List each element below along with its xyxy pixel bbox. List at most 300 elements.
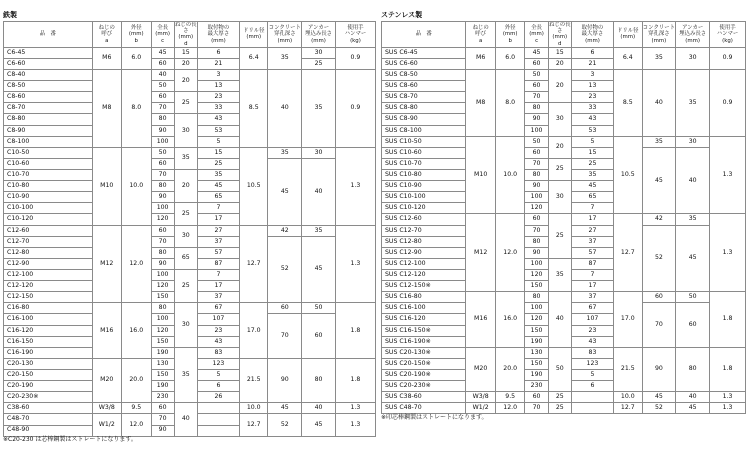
header-3: 外径 (mm) b xyxy=(495,22,525,48)
spec-cell: 35 xyxy=(268,47,302,69)
spec-cell: 80 xyxy=(525,103,548,114)
part-number-cell: C20-130 xyxy=(4,358,93,369)
spec-cell: 100 xyxy=(151,314,174,325)
spec-cell: M10 xyxy=(466,136,496,214)
spec-cell: 15 xyxy=(548,47,571,58)
spec-cell: 17.0 xyxy=(240,303,268,359)
spec-cell: 6.0 xyxy=(122,47,152,69)
spec-cell: 80 xyxy=(151,114,174,125)
spec-cell: 43 xyxy=(197,336,239,347)
spec-cell: 90 xyxy=(151,125,174,136)
spec-cell: 15 xyxy=(571,147,613,158)
header-6: 取付物の 最大厚さ (mm) xyxy=(197,22,239,48)
spec-cell: 123 xyxy=(197,358,239,369)
part-number-cell: C12-150 xyxy=(4,292,93,303)
spec-cell: 27 xyxy=(571,225,613,236)
spec-cell: 65 xyxy=(174,247,197,269)
spec-cell: 5 xyxy=(197,369,239,380)
spec-cell: 60 xyxy=(676,303,710,347)
spec-cell: 6 xyxy=(197,47,239,58)
spec-cell: 30 xyxy=(548,181,571,214)
spec-cell: 17 xyxy=(571,281,613,292)
spec-cell: 1.3 xyxy=(710,403,746,414)
spec-cell: 190 xyxy=(151,347,174,358)
spec-cell: 100 xyxy=(151,203,174,214)
spec-cell: 35 xyxy=(642,136,676,147)
spec-cell: 17 xyxy=(571,214,613,225)
spec-cell: 52 xyxy=(642,225,676,292)
part-number-cell: SUS C16-100 xyxy=(382,303,466,314)
spec-cell: 45 xyxy=(525,47,548,58)
spec-cell: 53 xyxy=(571,125,613,136)
spec-cell: 45 xyxy=(151,47,174,58)
header-8: コンクリート 穿孔深さ (mm) xyxy=(642,22,676,48)
spec-cell: 52 xyxy=(268,414,302,436)
spec-cell: 20 xyxy=(174,70,197,92)
part-number-cell: C12-100 xyxy=(4,270,93,281)
spec-cell: 120 xyxy=(525,270,548,281)
spec-cell: 30 xyxy=(676,47,710,69)
spec-cell: 30 xyxy=(302,47,336,58)
part-number-cell: C8-50 xyxy=(4,81,93,92)
spec-cell: 190 xyxy=(525,336,548,347)
spec-cell: 25 xyxy=(197,158,239,169)
spec-cell: 10.0 xyxy=(240,403,268,414)
spec-cell: 50 xyxy=(151,81,174,92)
spec-cell: 5 xyxy=(197,136,239,147)
header-1: 品 番 xyxy=(4,22,93,48)
spec-cell: M6 xyxy=(466,47,496,69)
spec-cell: 90 xyxy=(151,192,174,203)
spec-cell: 50 xyxy=(151,147,174,158)
part-number-cell: SUS C8-60 xyxy=(382,81,466,92)
spec-cell: 0.9 xyxy=(335,47,375,69)
spec-cell: 190 xyxy=(151,381,174,392)
header-7: ドリル径 (mm) xyxy=(240,22,268,48)
spec-cell: 6 xyxy=(197,381,239,392)
spec-cell: 123 xyxy=(571,358,613,369)
spec-cell: M16 xyxy=(466,292,496,348)
spec-cell: 1.3 xyxy=(710,392,746,403)
spec-cell: 30 xyxy=(174,114,197,147)
spec-cell: 37 xyxy=(197,292,239,303)
spec-cell xyxy=(571,403,613,414)
spec-cell: M12 xyxy=(466,214,496,292)
spec-cell: 40 xyxy=(548,292,571,348)
spec-cell: 70 xyxy=(525,225,548,236)
spec-cell: 87 xyxy=(571,258,613,269)
spec-cell: 37 xyxy=(571,236,613,247)
spec-cell: 70 xyxy=(525,92,548,103)
spec-cell: 37 xyxy=(197,236,239,247)
spec-cell: 60 xyxy=(525,392,548,403)
table-row xyxy=(4,403,376,414)
part-number-cell: SUS C10-60 xyxy=(382,147,466,158)
spec-cell: 50 xyxy=(525,70,548,81)
part-number-cell: C12-70 xyxy=(4,236,93,247)
table-row xyxy=(4,303,376,314)
spec-cell: 100 xyxy=(151,136,174,147)
spec-cell: 35 xyxy=(302,225,336,236)
part-number-cell: C10-100 xyxy=(4,203,93,214)
spec-cell: 50 xyxy=(676,292,710,303)
spec-cell: 26 xyxy=(197,392,239,403)
spec-cell: 23 xyxy=(571,325,613,336)
spec-cell: 120 xyxy=(151,281,174,292)
spec-cell: 60 xyxy=(525,81,548,92)
spec-cell: 25 xyxy=(548,158,571,180)
spec-cell: 60 xyxy=(151,403,174,414)
spec-cell: M8 xyxy=(466,70,496,137)
spec-cell: 52 xyxy=(268,236,302,303)
part-number-cell: C8-70 xyxy=(4,103,93,114)
spec-cell: W3/8 xyxy=(466,392,496,403)
spec-cell: M8 xyxy=(92,70,122,148)
spec-cell: 60 xyxy=(525,214,548,225)
part-number-cell: SUS C6-60 xyxy=(382,58,466,69)
header-2: ねじの 呼び a xyxy=(466,22,496,48)
spec-cell: 35 xyxy=(642,47,676,69)
part-number-cell: C12-60 xyxy=(4,225,93,236)
spec-cell: 150 xyxy=(151,369,174,380)
spec-cell: 30 xyxy=(676,136,710,147)
part-number-cell: C10-70 xyxy=(4,170,93,181)
spec-cell: 45 xyxy=(642,147,676,214)
spec-cell: 27 xyxy=(197,225,239,236)
spec-cell: 20 xyxy=(548,70,571,103)
spec-cell: 30 xyxy=(174,225,197,247)
part-number-cell: SUS C20-230※ xyxy=(382,381,466,392)
header-7: ドリル径 (mm) xyxy=(614,22,642,48)
spec-cell: 16.0 xyxy=(122,303,152,359)
spec-cell: 70 xyxy=(525,403,548,414)
part-number-cell: C48-70 xyxy=(4,414,93,425)
spec-cell: 45 xyxy=(268,403,302,414)
spec-cell: 30 xyxy=(302,147,336,158)
spec-cell: M20 xyxy=(92,358,122,402)
spec-cell: 90 xyxy=(151,425,174,436)
spec-cell: 90 xyxy=(525,114,548,125)
spec-cell: 45 xyxy=(676,403,710,414)
part-number-cell: C12-120 xyxy=(4,281,93,292)
spec-cell: 15 xyxy=(197,147,239,158)
header-5: ねじの長さ (mm) d xyxy=(174,22,197,47)
spec-cell: 3 xyxy=(197,70,239,81)
spec-cell: 12.0 xyxy=(122,414,152,436)
spec-cell: 21 xyxy=(571,58,613,69)
part-number-cell: SUS C10-80 xyxy=(382,170,466,181)
spec-cell: 80 xyxy=(151,181,174,192)
spec-cell: 35 xyxy=(174,147,197,169)
part-number-cell: SUS C8-70 xyxy=(382,92,466,103)
spec-cell: 8.0 xyxy=(122,70,152,148)
spec-cell: 12.7 xyxy=(614,214,642,292)
spec-cell: 80 xyxy=(525,170,548,181)
spec-cell: 80 xyxy=(151,247,174,258)
header-5: ねじの長さ (mm) d xyxy=(548,22,571,47)
spec-cell: 10.5 xyxy=(240,147,268,225)
part-number-cell: SUS C12-120 xyxy=(382,270,466,281)
spec-cell: 45 xyxy=(642,392,676,403)
part-number-cell: C20-150 xyxy=(4,369,93,380)
part-number-cell: SUS C20-130※ xyxy=(382,347,466,358)
spec-cell: 1.8 xyxy=(335,358,375,402)
part-number-cell: C20-190 xyxy=(4,381,93,392)
spec-cell: 52 xyxy=(642,403,676,414)
spec-cell: 53 xyxy=(197,125,239,136)
part-number-cell: SUS C16-80 xyxy=(382,292,466,303)
spec-cell: 21.5 xyxy=(614,347,642,391)
spec-cell: 20.0 xyxy=(122,358,152,402)
spec-cell: 60 xyxy=(151,58,174,69)
spec-cell: 25 xyxy=(302,58,336,69)
spec-cell: 60 xyxy=(151,158,174,169)
part-number-cell: SUS C8-50 xyxy=(382,70,466,81)
spec-cell: 40 xyxy=(676,147,710,214)
table-row xyxy=(4,47,376,58)
spec-cell: 60 xyxy=(151,225,174,236)
spec-cell: 30 xyxy=(174,303,197,347)
spec-cell: M10 xyxy=(92,147,122,225)
table-row xyxy=(382,292,746,303)
spec-cell: 25 xyxy=(174,92,197,114)
spec-cell: 40 xyxy=(642,70,676,137)
part-number-cell: SUS C38-60 xyxy=(382,392,466,403)
spec-cell: 20.0 xyxy=(495,347,525,391)
part-number-cell: SUS C20-190※ xyxy=(382,369,466,380)
spec-cell xyxy=(571,392,613,403)
part-number-cell: SUS C10-50 xyxy=(382,136,466,147)
spec-cell: M20 xyxy=(466,347,496,391)
spec-cell: 20 xyxy=(548,58,571,69)
spec-cell: 83 xyxy=(197,347,239,358)
spec-cell: 35 xyxy=(197,170,239,181)
spec-cell: 100 xyxy=(525,303,548,314)
spec-cell: 45 xyxy=(571,181,613,192)
part-number-cell: C20-230※ xyxy=(4,392,93,403)
spec-cell: 1.3 xyxy=(335,225,375,303)
spec-cell: 12.0 xyxy=(495,214,525,292)
spec-cell: 12.7 xyxy=(240,414,268,436)
spec-cell: 33 xyxy=(571,103,613,114)
spec-cell: 100 xyxy=(525,258,548,269)
spec-cell: 57 xyxy=(571,247,613,258)
table-row xyxy=(382,347,746,358)
part-number-cell: C10-50 xyxy=(4,147,93,158)
part-number-cell: SUS C48-70 xyxy=(382,403,466,414)
spec-cell: 7 xyxy=(571,203,613,214)
spec-cell: W1/2 xyxy=(92,414,122,436)
table-row xyxy=(382,136,746,147)
spec-cell: 1.3 xyxy=(710,214,746,292)
spec-cell: 10.5 xyxy=(614,136,642,214)
spec-cell: 120 xyxy=(151,325,174,336)
spec-cell: 70 xyxy=(151,170,174,181)
spec-cell: 40 xyxy=(302,158,336,225)
table-row xyxy=(4,225,376,236)
spec-cell: 35 xyxy=(268,147,302,158)
part-number-cell: C16-150 xyxy=(4,336,93,347)
spec-cell: M12 xyxy=(92,225,122,303)
spec-cell: 150 xyxy=(151,292,174,303)
part-number-cell: SUS C20-150※ xyxy=(382,358,466,369)
part-number-cell: SUS C10-90 xyxy=(382,181,466,192)
steel-spec-table xyxy=(3,21,376,437)
header-4: 全長 (mm) c xyxy=(525,22,548,48)
header-3: 外径 (mm) b xyxy=(122,22,152,48)
spec-cell: 130 xyxy=(525,347,548,358)
spec-cell: 35 xyxy=(676,214,710,225)
table-row xyxy=(382,47,746,58)
spec-cell: 150 xyxy=(151,336,174,347)
part-number-cell: SUS C12-80 xyxy=(382,236,466,247)
spec-cell: 20 xyxy=(174,170,197,203)
spec-cell: 23 xyxy=(197,92,239,103)
steel-header-row xyxy=(4,22,376,48)
steel-section-title: 鉄製 xyxy=(3,11,17,19)
spec-cell: 25 xyxy=(571,158,613,169)
spec-cell: 90 xyxy=(642,347,676,391)
part-number-cell: SUS C16-150※ xyxy=(382,325,466,336)
part-number-cell: SUS C10-100 xyxy=(382,192,466,203)
spec-cell: 0.9 xyxy=(335,70,375,148)
spec-cell: 35 xyxy=(571,170,613,181)
part-number-cell: C6-60 xyxy=(4,58,93,69)
spec-cell: 17 xyxy=(197,214,239,225)
spec-cell: 70 xyxy=(525,158,548,169)
spec-cell: 1.3 xyxy=(335,414,375,436)
spec-cell: 12.0 xyxy=(122,225,152,303)
spec-cell: 90 xyxy=(151,258,174,269)
spec-cell: 43 xyxy=(571,336,613,347)
spec-cell: 60 xyxy=(525,147,548,158)
spec-cell: 7 xyxy=(197,203,239,214)
steel-footnote: ※C20-230 は芯棒鋼製はストレートになります。 xyxy=(3,436,137,443)
header-8: コンクリート 穿孔深さ (mm) xyxy=(268,22,302,48)
header-9: アンカー 埋込み長さ (mm) xyxy=(302,22,336,48)
spec-cell: 90 xyxy=(268,358,302,402)
spec-cell: 25 xyxy=(548,403,571,414)
spec-cell: 67 xyxy=(571,303,613,314)
spec-cell: 80 xyxy=(525,236,548,247)
spec-cell: 43 xyxy=(197,114,239,125)
spec-cell: 130 xyxy=(151,358,174,369)
part-number-cell: SUS C12-150※ xyxy=(382,281,466,292)
table-row xyxy=(382,70,746,81)
table-row xyxy=(4,70,376,81)
spec-cell: 100 xyxy=(525,192,548,203)
spec-cell: 230 xyxy=(151,392,174,403)
part-number-cell: SUS C8-80 xyxy=(382,103,466,114)
part-number-cell: C16-190 xyxy=(4,347,93,358)
spec-cell: 3 xyxy=(571,70,613,81)
spec-cell: 12.7 xyxy=(614,403,642,414)
stainless-header-row xyxy=(382,22,746,48)
spec-cell: 21.5 xyxy=(240,358,268,402)
spec-cell: 45 xyxy=(676,225,710,292)
spec-cell: 40 xyxy=(676,392,710,403)
header-10: 使用手 ハンマー (kg) xyxy=(710,22,746,48)
spec-cell: 20 xyxy=(174,58,197,69)
part-number-cell: SUS C12-90 xyxy=(382,247,466,258)
spec-cell: 65 xyxy=(197,192,239,203)
spec-cell: 80 xyxy=(676,347,710,391)
spec-cell: 17 xyxy=(197,281,239,292)
spec-cell: 150 xyxy=(525,358,548,369)
spec-cell: 12.0 xyxy=(495,403,525,414)
header-1: 品 番 xyxy=(382,22,466,48)
spec-cell: 50 xyxy=(548,347,571,391)
spec-cell: 60 xyxy=(302,314,336,358)
table-row xyxy=(382,214,746,225)
part-number-cell: SUS C16-120 xyxy=(382,314,466,325)
part-number-cell: SUS C6-45 xyxy=(382,47,466,58)
spec-cell: 6.4 xyxy=(240,47,268,69)
spec-cell: 70 xyxy=(151,103,174,114)
spec-cell: 12.7 xyxy=(240,225,268,303)
spec-cell: 35 xyxy=(174,347,197,403)
spec-cell: 120 xyxy=(525,314,548,325)
table-row xyxy=(4,147,376,158)
spec-cell: 60 xyxy=(151,92,174,103)
spec-cell: 1.8 xyxy=(335,303,375,359)
spec-cell: 6.4 xyxy=(614,47,642,69)
part-number-cell: SUS C12-70 xyxy=(382,225,466,236)
spec-cell: 45 xyxy=(268,158,302,225)
spec-cell: 60 xyxy=(642,292,676,303)
stainless-footnote: ※印芯棒鋼製はストレートになります。 xyxy=(381,414,488,421)
spec-cell: 23 xyxy=(197,325,239,336)
stainless-section-title: ステンレス製 xyxy=(381,11,423,19)
spec-cell: 9.5 xyxy=(495,392,525,403)
spec-cell: 50 xyxy=(525,136,548,147)
part-number-cell: C16-80 xyxy=(4,303,93,314)
spec-cell: 190 xyxy=(525,369,548,380)
part-number-cell: SUS C10-120 xyxy=(382,203,466,214)
part-number-cell: C8-80 xyxy=(4,114,93,125)
spec-cell: 70 xyxy=(151,236,174,247)
spec-cell: 1.8 xyxy=(710,292,746,348)
part-number-cell: C38-60 xyxy=(4,403,93,414)
spec-cell: 65 xyxy=(571,192,613,203)
spec-cell: 35 xyxy=(548,258,571,291)
header-9: アンカー 埋込み長さ (mm) xyxy=(676,22,710,48)
spec-cell xyxy=(197,403,239,414)
spec-cell: M16 xyxy=(92,303,122,359)
spec-cell: 70 xyxy=(642,303,676,347)
spec-cell: 8.5 xyxy=(240,70,268,148)
spec-cell: 70 xyxy=(151,414,174,425)
spec-cell: 16.0 xyxy=(495,292,525,348)
spec-cell: 100 xyxy=(151,270,174,281)
spec-cell: 25 xyxy=(548,392,571,403)
spec-cell: 120 xyxy=(151,214,174,225)
header-10: 使用手 ハンマー (kg) xyxy=(335,22,375,48)
table-row xyxy=(4,58,376,69)
spec-cell: 1.3 xyxy=(710,136,746,214)
part-number-cell: C8-100 xyxy=(4,136,93,147)
spec-cell: 45 xyxy=(302,414,336,436)
spec-cell: 30 xyxy=(548,103,571,136)
spec-cell: 83 xyxy=(571,347,613,358)
spec-cell: 9.5 xyxy=(122,403,152,414)
spec-cell: 43 xyxy=(571,114,613,125)
table-row xyxy=(382,392,746,403)
spec-cell: 6 xyxy=(571,381,613,392)
spec-cell: 60 xyxy=(525,58,548,69)
header-6: 取付物の 最大厚さ (mm) xyxy=(571,22,613,48)
spec-cell: 13 xyxy=(197,81,239,92)
